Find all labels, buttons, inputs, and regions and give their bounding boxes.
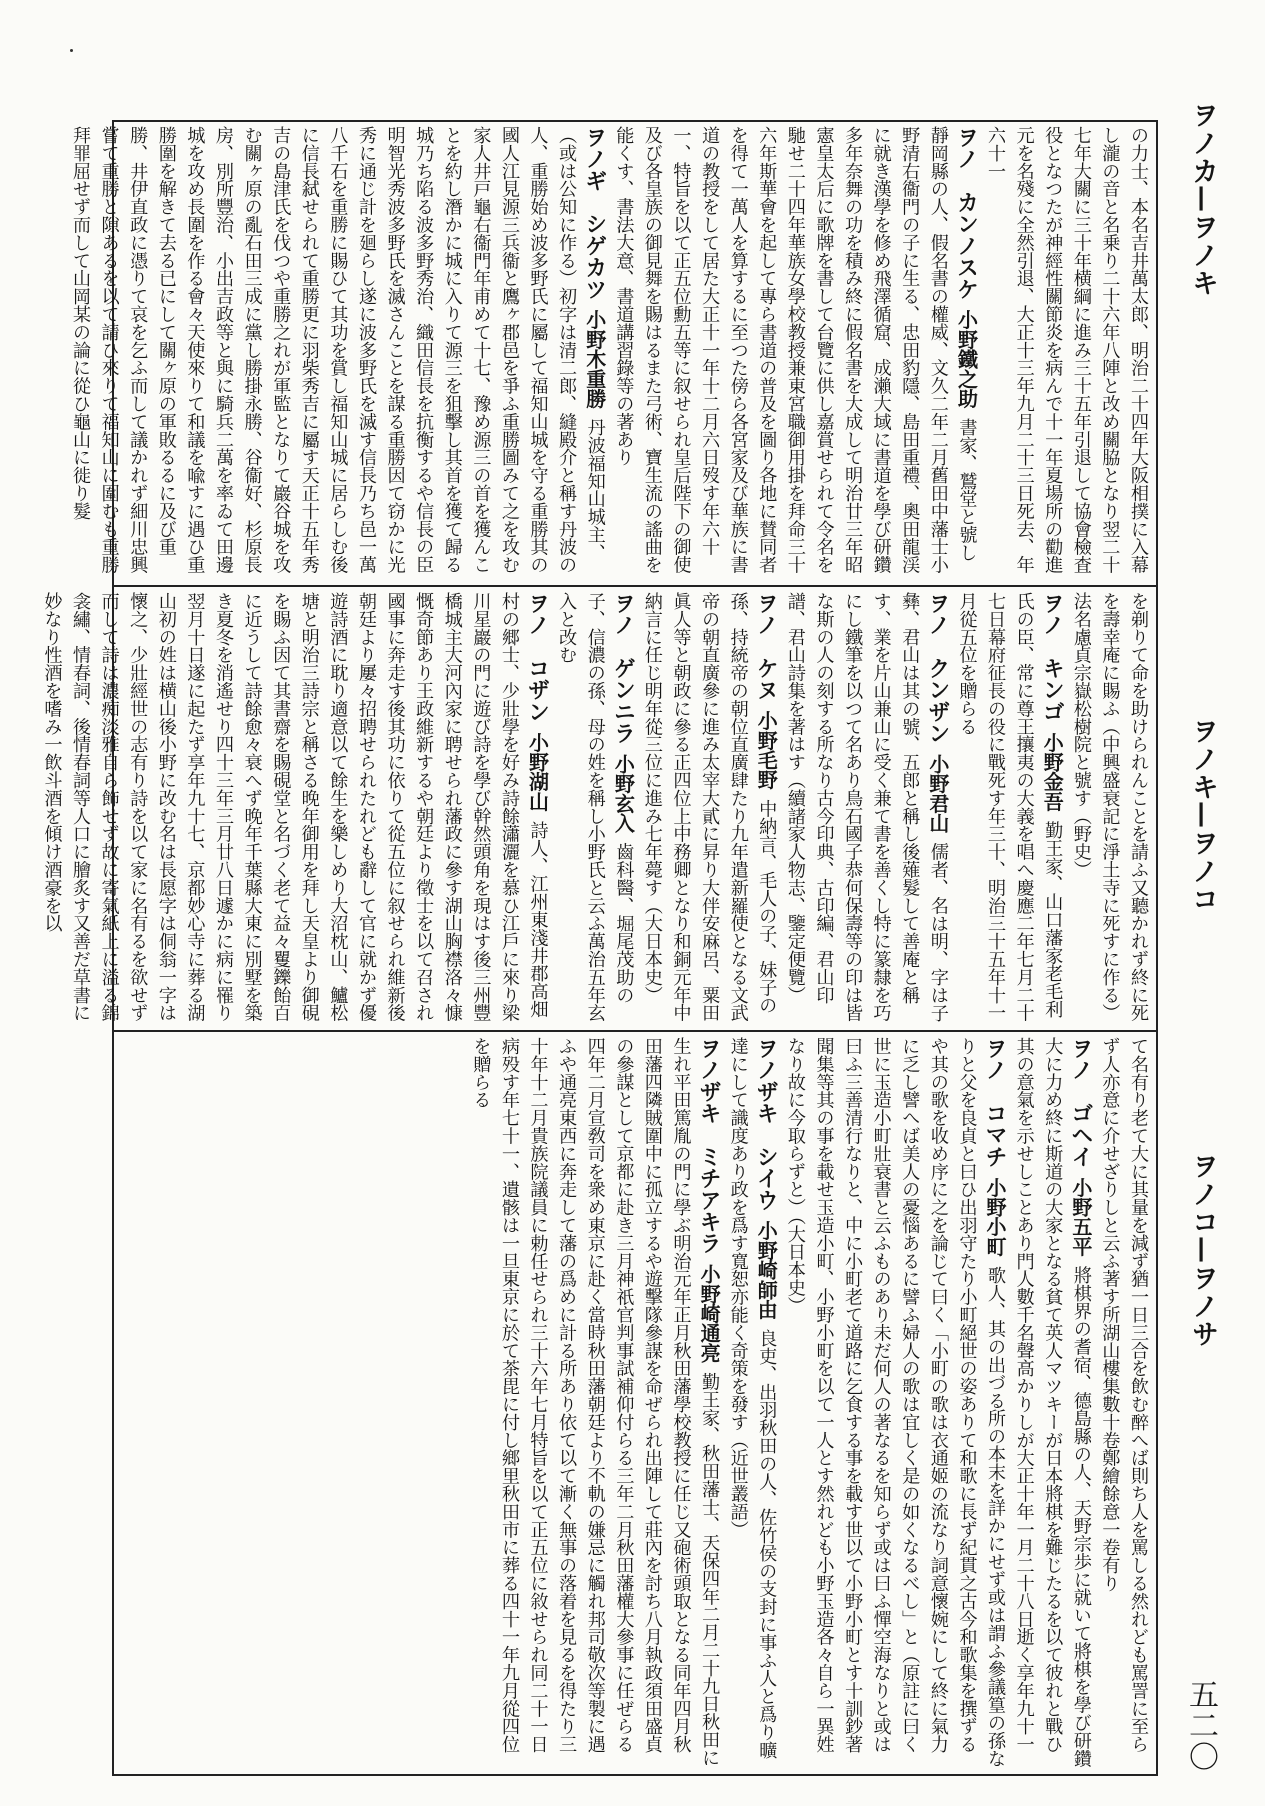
entry [1095,1037,1152,1770]
entry-name: 小野崎通亮 [697,1264,722,1363]
running-header-1: ヲノカ—ヲノキ [1187,101,1218,297]
entry-text: て名有り老て大に其量を減ず猶一日三合を飲む醉へば則ち人を罵しる然れども罵詈に至らず人亦意に介せざりしと云ふ著す所湖山樓集數十卷鄭繪餘意一卷有り [1099,1037,1149,1754]
entry-text: 勤王家、山口藩家老毛利氏の臣、常に尊王攘夷の大義を唱へ慶應二年七月二十七日幕府征長の役に戰死す年三十、明治三十五年十一月從五位を贈らる [956,592,1064,1022]
entry-name: 小野玄入 [611,753,636,833]
entry-name: 小野木重勝 [582,309,607,409]
running-header-2: ヲノキ—ヲノコ [1187,717,1218,913]
entry-heading: ヲノ キンゴ [1039,592,1066,723]
entry [980,126,1152,579]
entry-band-middle [41,592,1152,1024]
entry-text: 中納言、毛人の子、妹子の孫、持統帝の朝位直廣肆たり九年遣新羅使となる文武帝の朝直廣參に進み太宰大貳に昇り大伴安麻呂、粟田眞人等と朝政に參る正四位上中務卿となり和銅元年中納言に任じ明年從三位に進み七年薨す（大日本史） [641,592,778,1022]
entry-text: 詩人、江州東淺井郡高畑村の郷士、少壯學を好み詩餘瀟灑を慕ひ江戶に來り梁川星巖の門に遊び詩を學び幹然頭角を現はす後三州豐橋城主大河內家に聘せられ藩政に參す湖山胸襟洛々慷慨奇節あり王政維新するや朝廷より徵士を以て召され國事に奔走す後其功に依りて從五位に叙せられ維新後朝廷より屢々招聘せられたれども辭して官に就かず優遊詩酒に耽り適意以て餘生を樂しめり大沼枕山、鱸松塘と明治三詩宗と稱さる晚年御用を拜し天皇より御硯を賜ふ因て其書齋を賜硯堂と名づく老て益々矍鑠飴百に近うして詩餘愈々衰へず晚年千葉縣大東に別墅を築き夏冬を消遙せり四十三年三月廿八日遽かに病に罹り翌月十日遂に起たず享年九十七、京都妙心寺に葬る湖山初の姓は横山後小野に改む名は長愿字は侗翁一字は懷之、少壯經世の志有り詩を以て家に名有るを欲せず而して詩は濃痴淡雅自ら飾せず故に寄氣紙上に溢る錦衾繡、情春詞、後情春詞等人口に膾炙す又善だ草書に妙なり性酒を嗜み一飲斗酒を傾け酒豪を以 [41,592,549,1022]
entry-text: 將棋界の耆宿、德島縣の人、天野宗歩に就いて將棋を學び研鑽大に力め終に斯道の大家となる貧て英人マツキーが日本將棋を難じたるを以て彼れと戰ひ其の意氣を示せしことあり門人數千名聲高かりしが大正十年一月二十八日逝く享年九十一 [1013,1037,1092,1768]
entry-heading: ヲノザキ シイウ [753,1037,780,1211]
entry-text: 勤王家、秋田藩士、天保四年二月二十九日秋田に生れ平田篤胤の門に學ぶ明治元年正月秋田藩學校教授に任じ又砲術頭取となる同年四月秋田藩四隣賊圍中に孤立するや遊擊隊參謀を命ぜられ出陣して莊內を討ち八月執政須田盛貞の參謀として京都に赴き三月神祇官判事試補仰付らる三年二月秋田藩權大參事に任ぜらる四年二月宣敎司を衆め東京に赴く當時秋田藩朝廷より不軌の嫌忌に觸れ邦司敬次等製に遇ふや通亮東西に奔走して藩の爲めに計る所あり依て以て漸く無事の落着を見るを得たり三十年十二月貴族院議員に勅任せられ三十六年七月特旨を以て正五位に敘せられ同二十一日病殁す年七十一、遺骸は一旦東京に於て茶毘に付し鄉里秋田市に葬る四十一年九月從四位を贈らる [470,1037,721,1767]
entry-heading: ヲノ カンノスケ [953,126,980,300]
entry-band-bottom [120,1037,1152,1770]
entry-name: 小野崎師由 [754,1220,779,1320]
entry-heading: ヲノ ゲンニラ [610,592,637,744]
entry-name: 小野毛野 [754,710,779,790]
entry-text: 儒者、名は明、字は子彝、君山は其の號、五郎と稱し後薙髮して善庵と稱す、業を片山兼山に受く兼て書を善くし特に篆隸を巧にし鐵筆を以つて名あり鳥石國子恭何保壽等の印は皆な斯の人の刻する所なり古今印典、古印編、君山印譜、君山詩集を著はす（續諸家人物志、鑒定便覽） [784,592,949,1022]
entry-text: 齒科醫、堀尾茂助の子、信濃の孫、母の姓を稱し小野氏と云ふ萬治五年玄入と改む [556,592,635,1022]
entry-text: 書家、鷲堂と號し靜岡縣の人、假名書の權威、文久二年二月舊田中藩士小野清右衞門の子に生る、忠田豹隱、島田重禮、奧田龍渓に就き漢學を修め飛澤循窟、成瀨大域に書道を學び研鑽多年奈舞の功を積み終に假名書を大成して明治廿三年昭憲皇太后に歌牌を書して台覽に供し嘉賞せられて令名を馳せ二十四年華族女學校教授兼東宮職御用掛を拜命三十六年斯華會を起して專ら書道の普及を圖り各地に賛同者を得て一萬人を算するに至つた傍ら各宮家及び華族に書道の教授をして居た大正十一年十二月六日歿す年六十一、特旨を以て正五位勳五等に叙せられ皇后陛下の御使及び各皇族の御見舞を賜はるまた弓術、寶生流の謠曲を能くす、書法大意、書道講習錄等の著あり [613,126,978,574]
entry-heading: ヲノ コザン [524,592,551,723]
entry-name: 小野金吾 [1040,732,1065,812]
entry-heading: ヲノザキ ミチアキラ [696,1037,723,1255]
entry [1066,592,1152,1024]
entry-text: 歌人、其の出づる所の本末を詳かにせず或は謂ふ參議篁の孫なりと父を良貞と曰ひ出羽守たり小町絕世の姿ありて和歌に長ず紀貫之古今和歌集を撰ずるや其の歌を收め序に之を論じて曰く「小町の歌は衣通姬の流なり詞意懷婉にして終に氣力に乏し譬へば美人の憂惱あるに譬ふ婦人の歌は宜しく是の如くなるべし」と（原註に曰く世に玉造小町壯衰書と云ふものあり未だ何人の著なるを知らず或は曰ふ憚空海なりと或は曰ふ三善清行なりと、中に小町老て道路に乞食する事を載す世以て小野小町とす十訓鈔著聞集等其の事を載せ玉造小町、小野小町を以て一人とす然れども小野玉造各々自ら一異姓なり故に今取らずと）（大日本史） [784,1037,1007,1768]
band-divider-1 [112,585,1158,587]
entry-heading: ヲノ ケヌ [753,592,780,701]
entry [637,592,780,1024]
entry-heading: ヲノ クンザン [924,592,951,744]
entry-name: 小野君山 [925,753,950,833]
scan-speck [70,49,73,52]
entry-name: 小野小町 [983,1177,1008,1257]
entry [780,1037,1009,1770]
entry [609,126,981,579]
entry [952,592,1066,1024]
entry-text: 丹波福知山城主、（或は公知に作る）初字は清二郎、縫殿介と稱す丹波の人、重勝始め波多野氏に屬して福知山城を守る重勝其の國人江見源三兵衞と鷹ヶ郡邑を爭ふ重勝圖みて之を攻む家人井戸龜右衞門年甫めて十七、豫め源三の首を獲んことを約し潛かに城に入りて源三を狙擊し其首を獲て歸る城乃ち陷る波多野秀治、織田信長を抗衡するや信長の臣明智光秀波多野氏を滅さんことを謀る重勝因て窃かに光秀に通じ計を廻らし遂に波多野氏を滅す信長乃ち邑一萬八千石を重勝に賜ひて其功を賞し福知山城に居らしむ後に信長弑せられて重勝更に羽柴秀吉に屬す天正十五年秀吉の島津氏を伐つや重勝之れが軍監となりて巖谷城を攻む關ヶ原の亂石田三成に黨し勝掛永勝、谷衞好、杉原長房、別所豐治、小出吉政等と與に騎兵二萬を率ゐて田邊城を攻め長圍を作る會々天使來りて和議を喩すに遇ひ重勝圍を解きて去る已にして關ヶ原の軍敗るるに及び重勝、井伊直政に憑りて哀を乞ふ而して議かれず細川忠興嘗て重勝と隙あるを以て請ひ來りて福知山に圍むも重勝拜罪屈せず而して山岡某の論に從ひ龜山に徙り髮 [70,126,606,574]
entry-text: を剃りて命を助けられんことを請ふ又聽かれず終に死を壽幸庵に賜ふ（中興盛衰記に淨土寺に死すに作る）法名慮貞宗嶽松樹院と號す（野史） [1070,592,1149,1022]
page-number: 五二〇 [1183,1678,1218,1772]
running-header-3: ヲノコ—ヲノサ [1187,1152,1218,1348]
entry [37,592,552,1024]
entry-name: 小野湖山 [525,732,550,812]
entry [65,126,608,579]
entry [466,1037,723,1770]
band-divider-2 [112,1030,1158,1032]
entry-heading: ヲノ コマチ [982,1037,1009,1168]
entry-text: 良吏、出羽秋田の人、佐竹侯の支封に事ふ人と爲り曠達にして識度あり政を爲す寬恕亦能く奇策を發す（近世叢語） [727,1037,778,1759]
entry-band-top [70,126,1152,579]
entry [780,592,952,1024]
entry-heading: ヲノ ゴヘイ [1067,1037,1094,1168]
entry-text: の力士、本名吉井萬太郎、明治二十四年大阪相撲に入幕し瀧の音と名乗り二十六年八陣と改め關脇となり翌二十七年大關に三十年横綱に進み三十五年引退して協會檢査役となつたが神經性關節炎を病んで十一年夏場所の勸進元を名殘に全然引退、大正十三年九月二十三日死去、年六十一 [985,126,1149,574]
entry [1009,1037,1095,1770]
entry-name: 小野五平 [1068,1177,1093,1257]
entry [723,1037,780,1770]
entry-name: 小野鐵之助 [954,309,979,409]
entry-heading: ヲノギ シゲカツ [581,126,608,300]
entry [552,592,638,1024]
